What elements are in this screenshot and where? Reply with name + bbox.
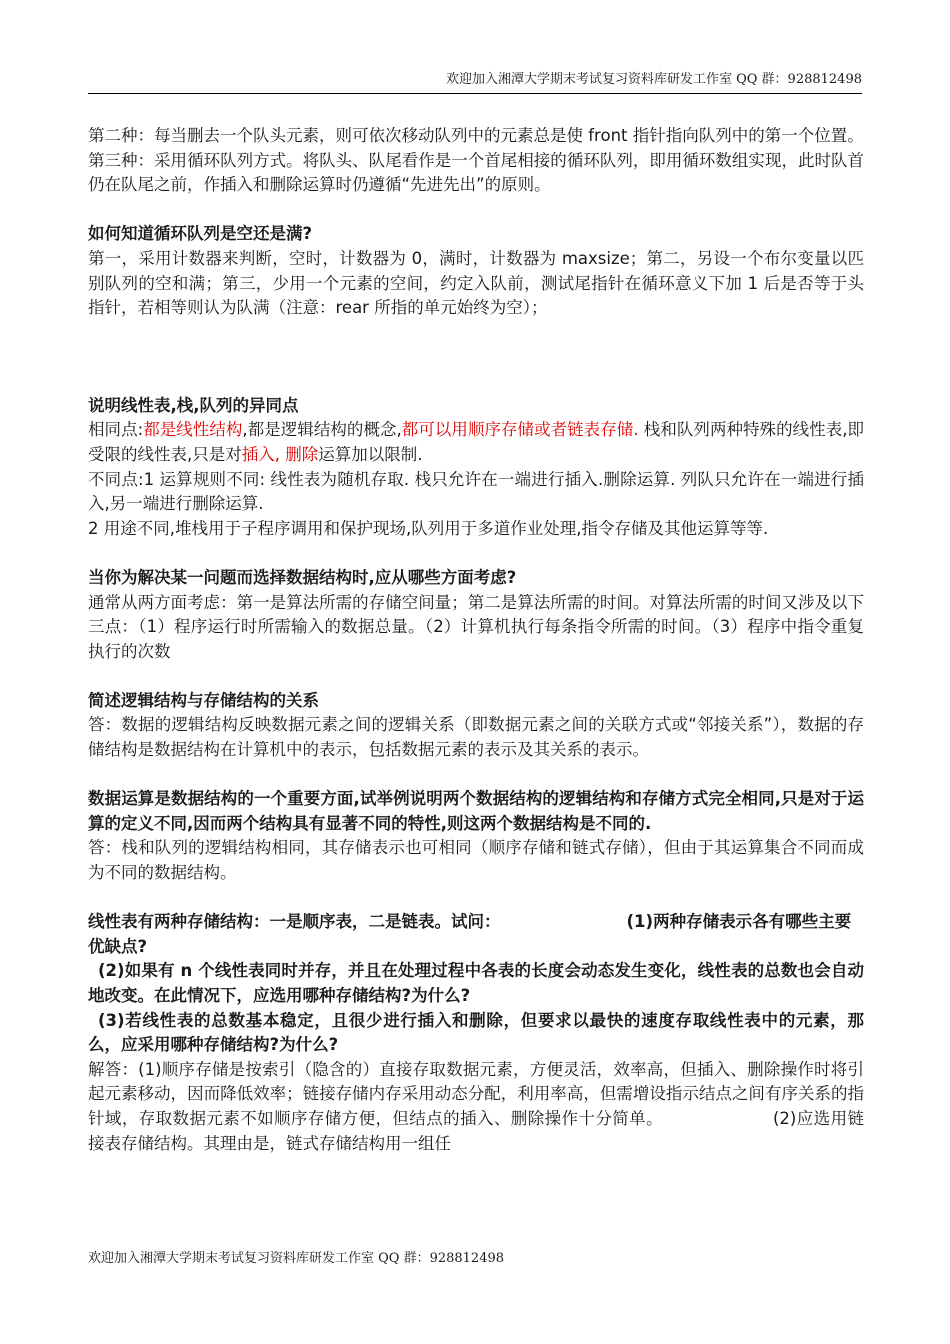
question-storage-types-3: (3)若线性表的总数基本稳定，且很少进行插入和删除，但要求以最快的速度存取线性表中的元素，那么，应采用哪种存储结构?为什么? xyxy=(88,1010,864,1055)
question-operations: 数据运算是数据结构的一个重要方面,试举例说明两个数据结构的逻辑结构和存储方式完全相同,只是对于运算的定义不同,因而两个结构具有显著不同的特性,则这两个数据结构是不同的. xyxy=(88,789,864,833)
page-header xyxy=(88,68,862,94)
question-storage-types-2: (2)如果有 n 个线性表同时并存，并且在处理过程中各表的长度会动态发生变化，线性表的总数也会自动地改变。在此情况下，应选用哪种存储结构?为什么? xyxy=(88,961,864,1005)
footer-text: 欢迎加入湘潭大学期末考试复习资料库研发工作室 QQ 群：928812498 xyxy=(88,1251,505,1266)
question-logic-storage: 简述逻辑结构与存储结构的关系 xyxy=(88,690,319,710)
answer-differences-1: 不同点:1 运算规则不同: 线性表为随机存取. 栈只允许在一端进行插入.删除运算. 列队只允许在一端进行插入,另一端进行删除运算. xyxy=(88,469,864,514)
answer-circular-queue: 第一，采用计数器来判断，空时，计数器为 0，满时，计数器为 maxsize；第二，另设一个布尔变量以匹别队列的空和满；第三，少用一个元素的空间，约定入队前，测试尾指针在循环意义下加 1 后是否等于头指针，若相等则认为队满（注意：rear 所指的单元始终为空）； xyxy=(88,248,864,318)
question-choose-structure: 当你为解决某一问题而选择数据结构时,应从哪些方面考虑? xyxy=(88,567,517,587)
answer-storage-types: 解答：(1)顺序存储是按索引（隐含的）直接存取数据元素，方便灵活，效率高，但插入、删除操作时将引起元素移动，因而降低效率；链接存储内存采用动态分配，利用率高，但需增设指示结点之间有序关系的指针域，存取数据元素不如顺序存储方便，但结点的插入、删除操作十分简单。 (2)应选用链接表存储结构。其理由是，链式存储结构用一组任 xyxy=(88,1059,865,1153)
page-footer xyxy=(88,1247,504,1266)
question-storage-types: 线性表有两种存储结构：一是顺序表，二是链表。试问： (1)两种存储表示各有哪些主要优缺点? xyxy=(88,912,852,956)
queue-method-3: 第三种：采用循环队列方式。将队头、队尾看作是一个首尾相接的循环队列，即用循环数组实现，此时队首仍在队尾之前，作插入和删除运算时仍遵循“先进先出”的原则。 xyxy=(88,150,864,195)
question-list-stack-queue: 说明线性表,栈,队列的异同点 xyxy=(88,395,299,415)
header-text: 欢迎加入湘潭大学期末考试复习资料库研发工作室 QQ 群：928812498 xyxy=(445,72,862,87)
queue-method-2: 第二种：每当删去一个队头元素，则可依次移动队列中的元素总是使 front 指针指向队列中的第一个位置。 xyxy=(88,126,864,145)
highlight-linear-structure: 都是线性结构 xyxy=(143,420,243,440)
question-circular-queue: 如何知道循环队列是空还是满? xyxy=(88,224,313,244)
answer-choose-structure: 通常从两方面考虑：第一是算法所需的存储空间量；第二是算法所需的时间。对算法所需的时间又涉及以下三点：（1）程序运行时所需输入的数据总量。（2）计算机执行每条指令所需的时间。（3）程序中指令重复执行的次数 xyxy=(88,592,864,661)
answer-differences-2: 2 用途不同,堆栈用于子程序调用和保护现场,队列用于多道作业处理,指令存储及其他运算等等. xyxy=(88,518,769,538)
answer-operations: 答：栈和队列的逻辑结构相同，其存储表示也可相同（顺序存储和链式存储），但由于其运算集合不同而成为不同的数据结构。 xyxy=(88,838,864,883)
highlight-insert-delete: 插入, 删除 xyxy=(241,444,319,464)
answer-similarities: 相同点:都是线性结构,都是逻辑结构的概念,都可以用顺序存储或者链表存储. 栈和队列两种特殊的线性表,即受限的线性表,只是对插入, 删除运算加以限制. xyxy=(88,420,865,464)
answer-logic-storage: 答：数据的逻辑结构反映数据元素之间的逻辑关系（即数据元素之间的关联方式或“邻接关系”），数据的存储结构是数据结构在计算机中的表示，包括数据元素的表示及其关系的表示。 xyxy=(88,715,864,760)
document-body xyxy=(88,124,864,1156)
highlight-storage: 都可以用顺序存储或者链表存储. xyxy=(401,420,639,440)
